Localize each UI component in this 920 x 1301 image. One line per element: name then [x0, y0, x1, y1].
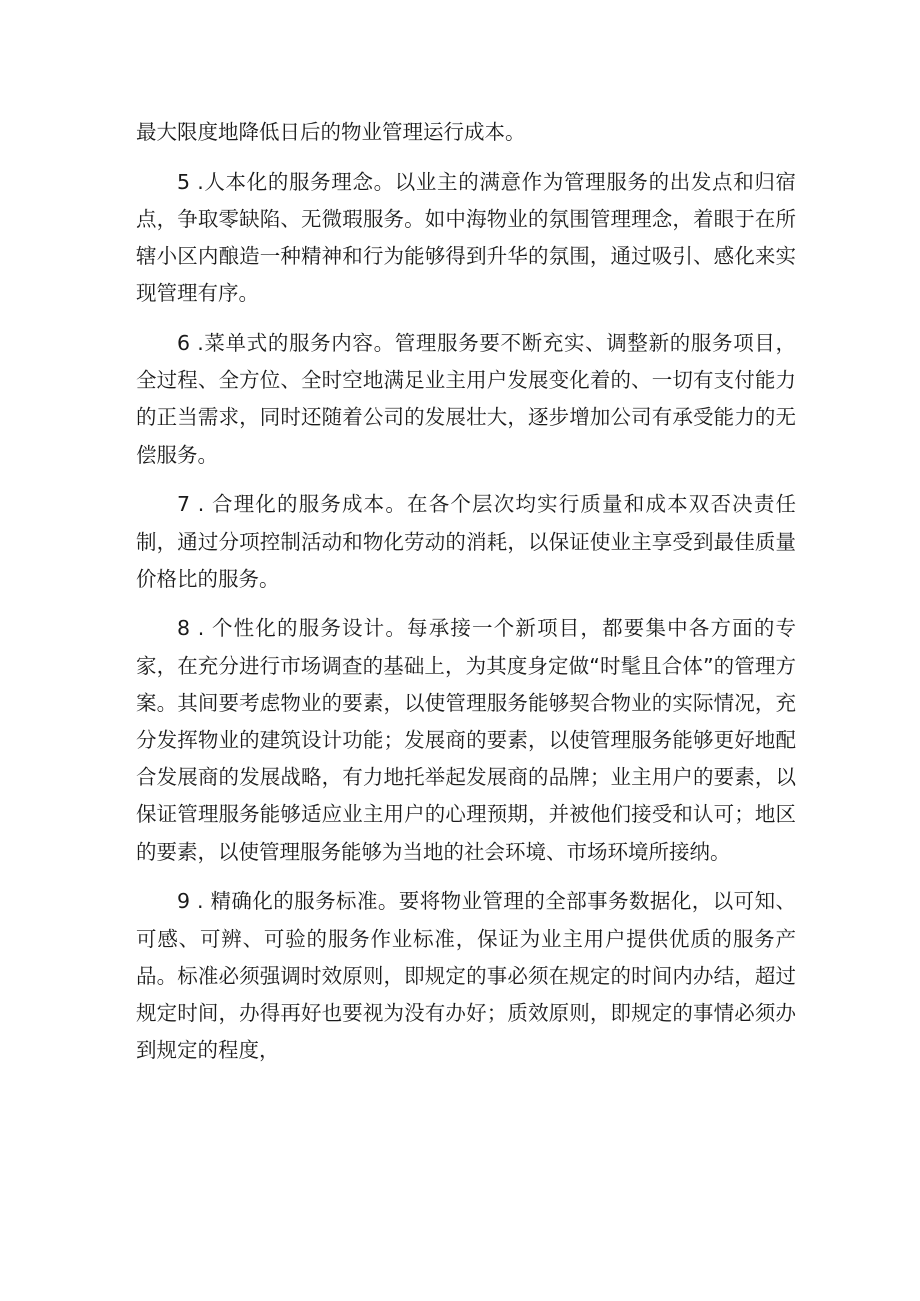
paragraph-item-7: 7 . 合理化的服务成本。在各个层次均实行质量和成本双否决责任制，通过分项控制活动和物化劳动的消耗，以保证使业主享受到最佳质量价格比的服务。 — [136, 492, 796, 591]
paragraph-item-8: 8 . 个性化的服务设计。每承接一个新项目，都要集中各方面的专家，在充分进行市场调查的基础上，为其度身定做“时髦且合体”的管理方案。其间要考虑物业的要素，以使管理服务能够契合物业的实际情况，充分发挥物业的建筑设计功能；发展商的要素，以使管理服务能够更好地配合发展商的发展战略，有力地托举起发展商的品牌；业主用户的要素，以保证管理服务能够适应业主用户的心理预期，并被他们接受和认可；地区的要素，以使管理服务能够为当地的社会环境、市场环境所接纳。 — [136, 616, 796, 864]
paragraph-item-6: 6 .菜单式的服务内容。管理服务要不断充实、调整新的服务项目，全过程、全方位、全时空地满足业主用户发展变化着的、一切有支付能力的正当需求，同时还随着公司的发展壮大，逐步增加公司有承受能力的无偿服务。 — [136, 331, 796, 467]
paragraph-item-5: 5 .人本化的服务理念。以业主的满意作为管理服务的出发点和归宿点，争取零缺陷、无微瑕服务。如中海物业的氛围管理理念，着眼于在所辖小区内酿造一种精神和行为能够得到升华的氛围，通过吸引、感化来实现管理有序。 — [136, 169, 796, 306]
paragraph-continuation: 最大限度地降低日后的物业管理运行成本。 — [136, 120, 526, 144]
paragraph-item-9: 9 . 精确化的服务标准。要将物业管理的全部事务数据化，以可知、可感、可辨、可验的服务作业标准，保证为业主用户提供优质的服务产品。标准必须强调时效原则，即规定的事必须在规定的时间内办结，超过规定时间，办得再好也要视为没有办好；质效原则，即规定的事情必须办到规定的程度， — [136, 889, 796, 1063]
document-body — [136, 114, 796, 1082]
